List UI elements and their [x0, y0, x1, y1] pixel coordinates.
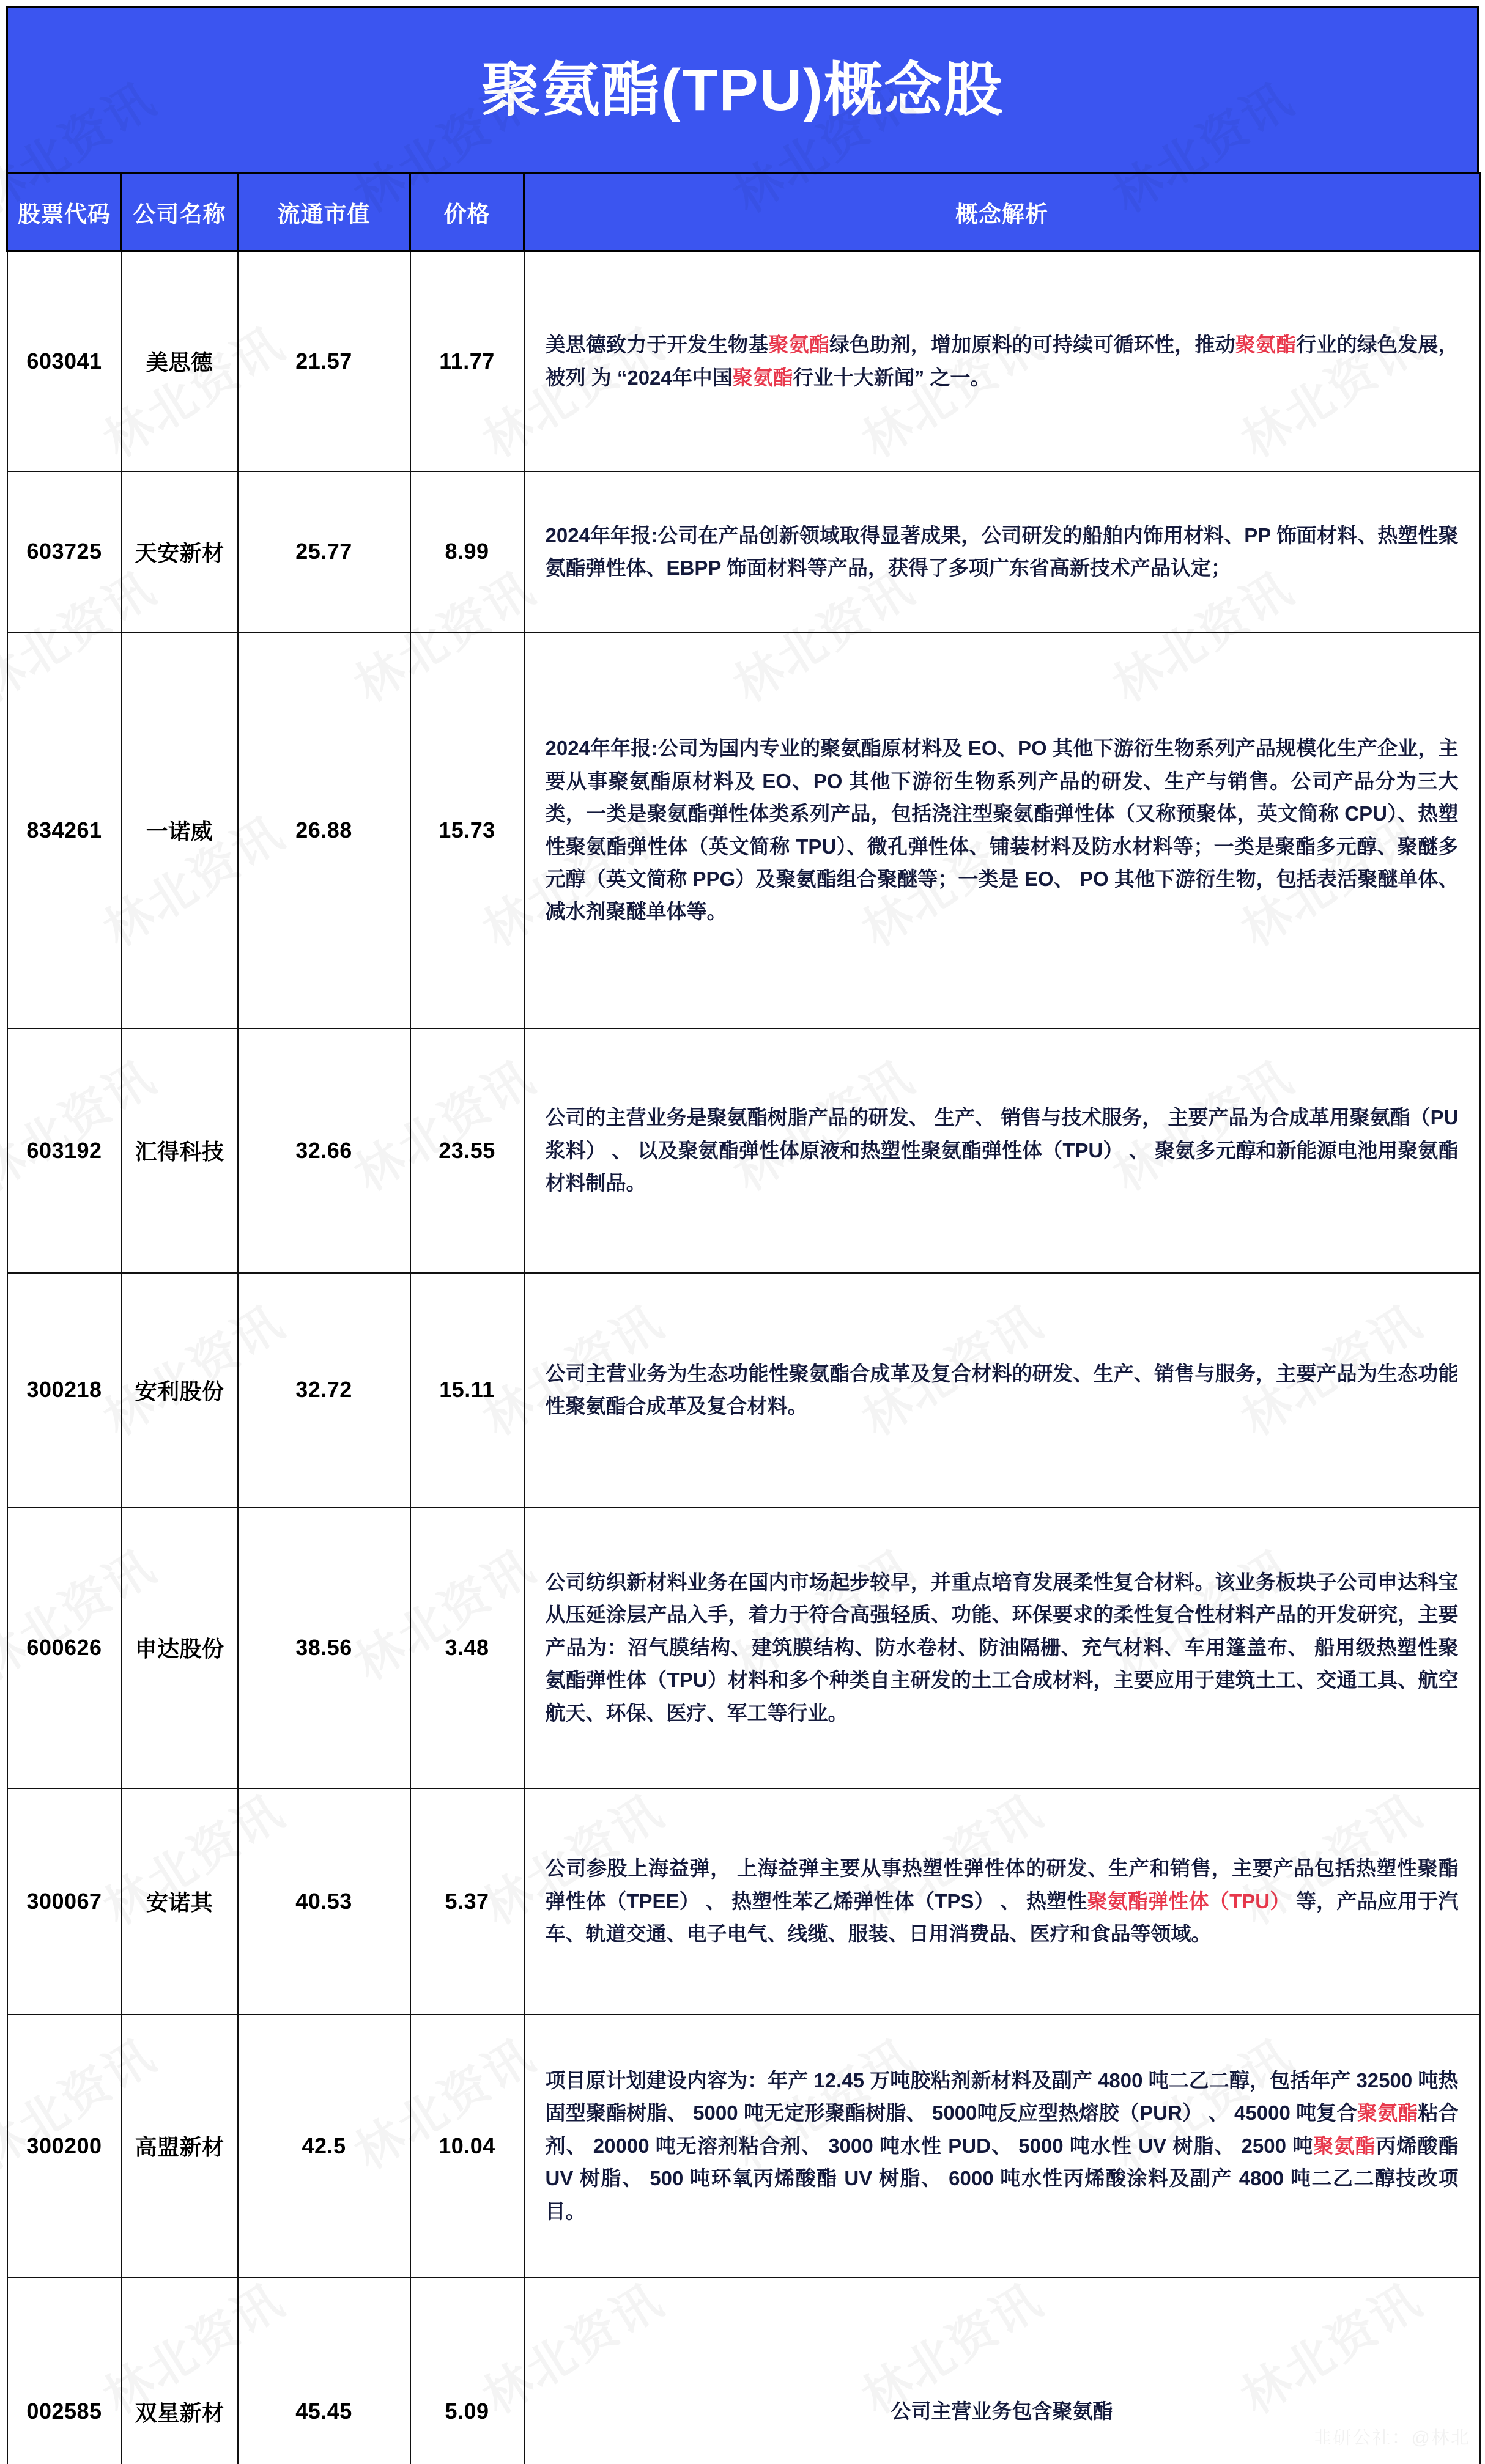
- highlighted-keyword: 聚氨酯: [768, 333, 830, 356]
- table-row: [7, 251, 1480, 471]
- cell-market-cap: 21.57: [238, 251, 410, 471]
- description-text: 2024年年报:公司为国内专业的聚氨酯原材料及 EO、PO 其他下游衍生物系列产品规模化生产企业，主要从事聚氨酯原材料及 EO、PO 其他下游衍生物系列产品的研发、生产与销售。公司产品分为三大类，一类是聚氨酯弹性体类系列产品，包括浇注型聚氨酯弹性体（又称预聚体，英文简称 CPU）、热塑性聚氨酯弹性体（英文简称 TPU）、微孔弹性体、铺装材料及防水材料等；一类是聚酯多元醇、聚醚多元醇（英文简称 PPG）及聚氨酯组合聚醚等；一类是 EO、 PO 其他下游衍生物，包括表活聚醚单体、减水剂聚醚单体等。: [545, 737, 1459, 923]
- cell-company-name: 申达股份: [122, 1507, 238, 1788]
- cell-market-cap: 42.5: [238, 2015, 410, 2278]
- cell-stock-code: 603725: [7, 471, 122, 632]
- cell-stock-code: 600626: [7, 1507, 122, 1788]
- cell-company-name: 美思德: [122, 251, 238, 471]
- cell-market-cap: 38.56: [238, 1507, 410, 1788]
- cell-stock-code: 002585: [7, 2278, 122, 2464]
- cell-market-cap: 26.88: [238, 632, 410, 1028]
- table-row: [7, 632, 1480, 1028]
- cell-stock-code: 300067: [7, 1788, 122, 2015]
- cell-price: 5.37: [410, 1788, 524, 2015]
- cell-concept-description: [524, 471, 1480, 632]
- cell-company-name: 一诺威: [122, 632, 238, 1028]
- table-header-row: [7, 174, 1480, 251]
- cell-price: 5.09: [410, 2278, 524, 2464]
- cell-stock-code: 603041: [7, 251, 122, 471]
- cell-price: 23.55: [410, 1028, 524, 1273]
- cell-company-name: 安利股份: [122, 1273, 238, 1507]
- description-text: 公司的主营业务是聚氨酯树脂产品的研发、 生产、 销售与技术服务， 主要产品为合成革用聚氨酯（PU 浆料） 、 以及聚氨酯弹性体原液和热塑性聚氨酯弹性体（TPU） 、 聚氨多元醇和新能源电池用聚氨酯材料制品。: [545, 1106, 1459, 1195]
- table-row: [7, 471, 1480, 632]
- cell-company-name: 汇得科技: [122, 1028, 238, 1273]
- description-text: 项目原计划建设内容为：年产 12.45 万吨胶粘剂新材料及副产 4800 吨二乙二醇，包括年产 32500 吨热固型聚酯树脂、 5000 吨无定形聚酯树脂、 5000吨反应型热熔胶（PUR） 、 45000 吨复合: [545, 2068, 1459, 2125]
- cell-price: 15.11: [410, 1273, 524, 1507]
- column-header-stock-code: 股票代码: [7, 174, 122, 251]
- cell-market-cap: 32.66: [238, 1028, 410, 1273]
- table-row: [7, 2278, 1480, 2464]
- description-text: 公司主营业务包含聚氨酯: [891, 2400, 1113, 2423]
- description-text: 粘合剂、 20000 吨无溶剂粘合剂、 3000 吨水性 PUD、 5000 吨水性 UV 树脂、 2500 吨: [545, 2101, 1459, 2157]
- table-header: [7, 174, 1480, 251]
- page-title: 聚氨酯(TPU)概念股: [481, 57, 1004, 123]
- cell-stock-code: 300218: [7, 1273, 122, 1507]
- cell-concept-description: [524, 2015, 1480, 2278]
- highlighted-keyword: 聚氨酯: [1235, 333, 1297, 356]
- cell-market-cap: 45.45: [238, 2278, 410, 2464]
- cell-company-name: 高盟新材: [122, 2015, 238, 2278]
- cell-company-name: 双星新材: [122, 2278, 238, 2464]
- table-body: [7, 251, 1480, 2464]
- cell-price: 8.99: [410, 471, 524, 632]
- description-text: 公司纺织新材料业务在国内市场起步较早，并重点培育发展柔性复合材料。该业务板块子公司申达科宝从压延涂层产品入手，着力于符合高强轻质、功能、环保要求的柔性复合性材料产品的开发研究，主要产品为：沼气膜结构、建筑膜结构、防水卷材、防油隔栅、充气材料、车用篷盖布、 船用级热塑性聚氨酯弹性体（TPU）材料和多个种类自主研发的土工合成材料，主要应用于建筑土工、交通工具、航空航天、环保、医疗、军工等行业。: [545, 1570, 1459, 1724]
- description-text: 等，产品应用于汽车、轨道交通、电子电气、线缆、服装、日用消费品、医疗和食品等领域。: [545, 1889, 1459, 1946]
- highlighted-keyword: 聚氨酯: [732, 366, 793, 389]
- description-text: 公司参股上海益弹， 上海益弹主要从事热塑性弹性体的研发、生产和销售，主要产品包括热塑性聚酯弹性体（TPEE） 、 热塑性苯乙烯弹性体（TPS） 、 热塑性: [545, 1857, 1459, 1913]
- concept-stock-table: [6, 172, 1481, 2464]
- cell-concept-description: [524, 1028, 1480, 1273]
- cell-company-name: 安诺其: [122, 1788, 238, 2015]
- description-text: 2024年年报:公司在产品创新领域取得显著成果，公司研发的船舶内饰用材料、PP 饰面材料、热塑性聚氨酯弹性体、EBPP 饰面材料等产品，获得了多项广东省高新技术产品认定；: [545, 523, 1459, 579]
- poster-banner: [6, 6, 1479, 172]
- highlighted-keyword: 聚氨酯: [1357, 2101, 1418, 2125]
- cell-concept-description: [524, 251, 1480, 471]
- table-row: [7, 1507, 1480, 1788]
- highlighted-keyword: 聚氨酯: [1313, 2134, 1376, 2157]
- description-text: 行业十大新闻” 之一。: [793, 366, 991, 389]
- description-text: 公司主营业务为生态功能性聚氨酯合成革及复合材料的研发、生产、销售与服务，主要产品为生态功能性聚氨酯合成革及复合材料。: [545, 1362, 1459, 1417]
- cell-concept-description: [524, 1507, 1480, 1788]
- highlighted-keyword: 聚氨酯弹性体（TPU）: [1087, 1889, 1291, 1913]
- column-header-company-name: 公司名称: [122, 174, 238, 251]
- cell-price: 11.77: [410, 251, 524, 471]
- cell-concept-description: [524, 1788, 1480, 2015]
- description-text: 绿色助剂，增加原料的可持续可循环性，推动: [829, 333, 1235, 356]
- table-row: [7, 1273, 1480, 1507]
- description-text: 美思德致力于开发生物基: [545, 333, 769, 356]
- cell-price: 15.73: [410, 632, 524, 1028]
- cell-stock-code: 834261: [7, 632, 122, 1028]
- column-header-market-cap: 流通市值: [238, 174, 410, 251]
- table-row: [7, 1788, 1480, 2015]
- cell-company-name: 天安新材: [122, 471, 238, 632]
- cell-market-cap: 25.77: [238, 471, 410, 632]
- column-header-concept: 概念解析: [524, 174, 1480, 251]
- corner-watermark: 韭研公社：@林北: [1313, 2428, 1470, 2448]
- table-row: [7, 1028, 1480, 1273]
- description-text: 行业的绿色发展，被列 为 “2024年中国: [545, 333, 1459, 389]
- cell-price: 3.48: [410, 1507, 524, 1788]
- cell-stock-code: 603192: [7, 1028, 122, 1273]
- description-text: 丙烯酸酯 UV 树脂、 500 吨环氧丙烯酸酯 UV 树脂、 6000 吨水性丙烯酸涂料及副产 4800 吨二乙二醇技改项目。: [545, 2134, 1459, 2222]
- cell-stock-code: 300200: [7, 2015, 122, 2278]
- cell-market-cap: 32.72: [238, 1273, 410, 1507]
- cell-price: 10.04: [410, 2015, 524, 2278]
- cell-concept-description: [524, 1273, 1480, 1507]
- cell-concept-description: [524, 632, 1480, 1028]
- cell-market-cap: 40.53: [238, 1788, 410, 2015]
- column-header-price: 价格: [410, 174, 524, 251]
- table-row: [7, 2015, 1480, 2278]
